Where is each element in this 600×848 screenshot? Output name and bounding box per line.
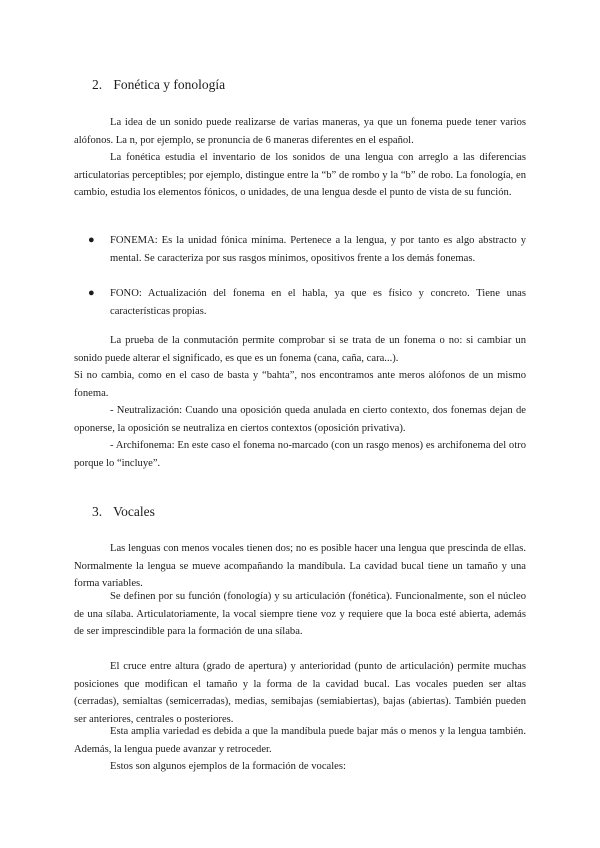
- section-2-number: 2.: [92, 77, 103, 92]
- section-2-paragraph-2: La fonética estudia el inventario de los sonidos de una lengua con arreglo a las diferencias articulatorias perceptibles; por ejemplo, distingue entre la “b” de rombo y la “b” de robo. La fonología, en cambio, estudia los elementos fónicos, o unidades, de una lengua desde el punto de vista de su función.: [74, 152, 526, 199]
- section-3-paragraph-5: Estos son algunos ejemplos de la formación de vocales:: [110, 761, 346, 772]
- section-3-paragraph-1: Las lenguas con menos vocales tienen dos; no es posible hacer una lengua que prescinda de ellas. Normalmente la lengua se mueve acompañando la mandíbula. La cavidad bucal tiene un tamaño y una forma variables.: [74, 543, 526, 590]
- section-2-paragraph-5: - Neutralización: Cuando una oposición queda anulada en cierto contexto, dos fonemas dejan de oponerse, la oposición se neutraliza en ciertos contextos (oposición privativa).: [74, 405, 526, 434]
- bullet-dot-icon: ●: [88, 234, 95, 246]
- section-2-paragraph-1: La idea de un sonido puede realizarse de varias maneras, ya que un fonema puede tener varios alófonos. La n, por ejemplo, se pronuncia de 6 maneras diferentes en el español.: [74, 117, 526, 146]
- bullet-item-fono: [88, 285, 526, 320]
- section-2-paragraph-6: - Archifonema: En este caso el fonema no-marcado (con un rasgo menos) es archifonema del otro porque lo “incluye”.: [74, 440, 526, 469]
- section-3-paragraph-2: Se definen por su función (fonología) y su articulación (fonética). Funcionalmente, son el núcleo de una sílaba. Articulatoriamente, la vocal siempre tiene voz y requiere que la boca esté abierta, además de ser imprescindible para la formación de una sílaba.: [74, 591, 526, 638]
- section-2-paragraph-4: Si no cambia, como en el caso de basta y “bahta”, nos encontramos ante meros alófonos de un mismo fonema.: [74, 370, 526, 399]
- section-3-paragraph-4: Esta amplia variedad es debida a que la mandíbula puede bajar más o menos y la lengua también. Además, la lengua puede avanzar y retroceder.: [74, 726, 526, 755]
- bullet-item-fonema: [88, 232, 526, 267]
- bullet-text-fono: FONO: Actualización del fonema en el habla, ya que es físico y concreto. Tiene unas características propias.: [110, 288, 526, 317]
- section-2-heading: [92, 76, 225, 94]
- section-3-paragraph-3: El cruce entre altura (grado de apertura) y anterioridad (punto de articulación) permite muchas posiciones que modifican el tamaño y la forma de la cavidad bucal. Las vocales pueden ser altas (cerradas), semialtas (semicerradas), medias, semibajas (semiabiertas), bajas (abiertas). También pueden ser anteriores, centrales o posteriores.: [74, 661, 526, 725]
- section-3-title: Vocales: [113, 504, 155, 519]
- bullet-dot-icon: ●: [88, 287, 95, 299]
- section-2-title: Fonética y fonología: [113, 77, 226, 92]
- section-2-paragraph-3: La prueba de la conmutación permite comprobar si se trata de un fonema o no: si cambiar un sonido puede alterar el significado, es que es un fonema (cana, caña, cara...).: [74, 335, 526, 364]
- bullet-text-fonema: FONEMA: Es la unidad fónica mínima. Pertenece a la lengua, y por tanto es algo abstracto y mental. Se caracteriza por sus rasgos mínimos, opositivos frente a los demás fonemas.: [110, 235, 526, 264]
- section-3-number: 3.: [92, 504, 103, 519]
- section-3-heading: [92, 503, 155, 521]
